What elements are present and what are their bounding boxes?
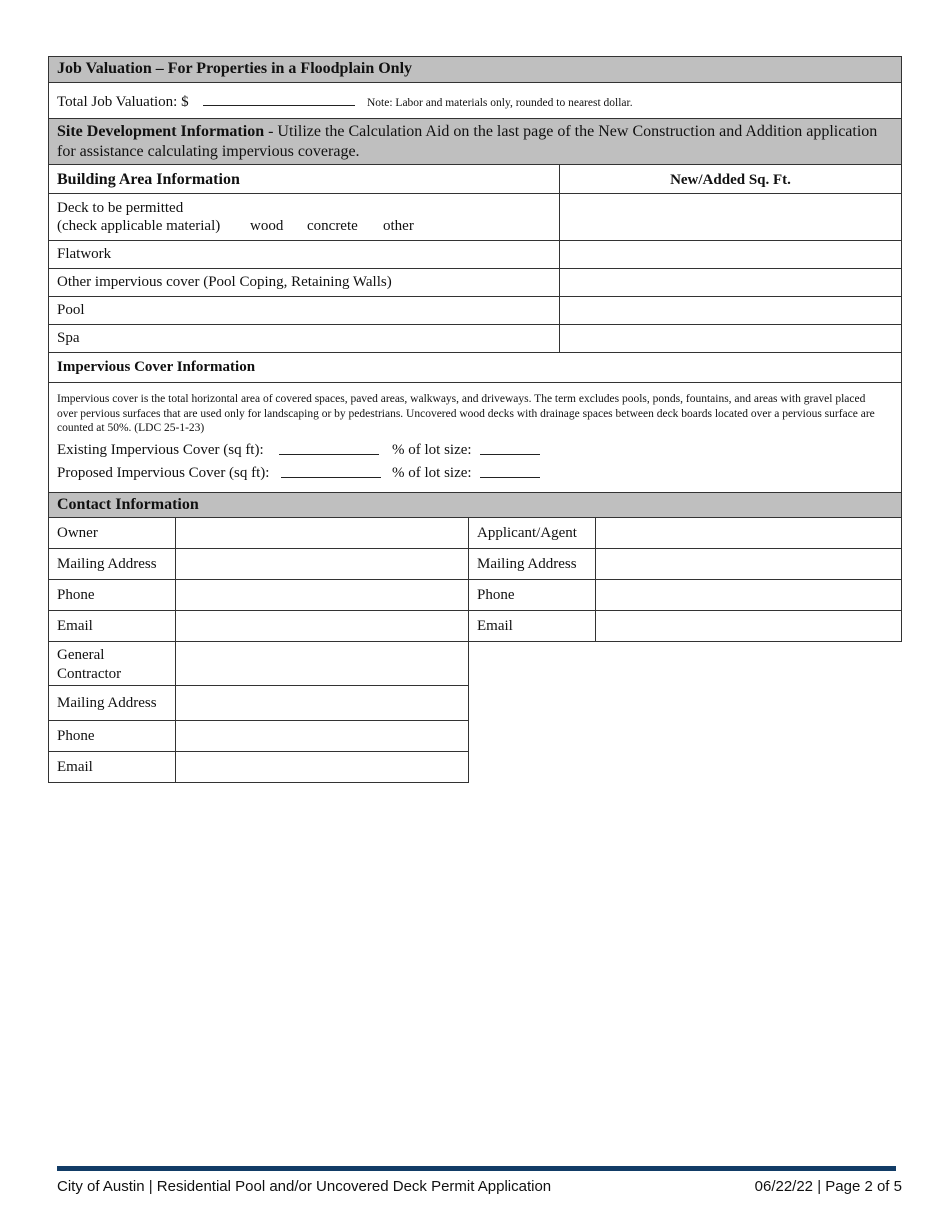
contact-info-header [48, 492, 902, 518]
material-option-other[interactable]: other [383, 218, 414, 234]
existing-percent-label: % of lot size: [392, 442, 472, 458]
applicant-mailing-field[interactable] [595, 548, 902, 580]
total-job-valuation-label: Total Job Valuation: $ [57, 94, 189, 110]
applicant-email-field[interactable] [595, 610, 902, 642]
existing-impervious-field[interactable] [279, 442, 379, 455]
site-development-header [48, 118, 902, 165]
total-job-valuation-field[interactable] [203, 93, 355, 106]
owner-email-label-cell [48, 610, 176, 642]
pool-sqft-field[interactable] [559, 296, 902, 325]
building-area-header [48, 164, 560, 194]
footer-title: City of Austin | Residential Pool and/or Uncovered Deck Permit Application [57, 1178, 552, 1195]
existing-percent-field[interactable] [480, 442, 540, 455]
applicant-email-label-cell [468, 610, 596, 642]
deck-sqft-field[interactable] [559, 193, 902, 241]
owner-field[interactable] [175, 517, 469, 549]
gc-phone-field[interactable] [175, 720, 469, 752]
proposed-percent-label: % of lot size: [392, 465, 472, 481]
owner-mailing-label: Mailing Address [57, 556, 157, 572]
other-impervious-label: Other impervious cover (Pool Coping, Retaining Walls) [57, 274, 392, 290]
spa-sqft-field[interactable] [559, 324, 902, 353]
applicant-mailing-label-cell [468, 548, 596, 580]
impervious-cover-body [48, 382, 902, 493]
pool-row [48, 296, 560, 325]
owner-email-field[interactable] [175, 610, 469, 642]
flatwork-row [48, 240, 560, 269]
sqft-column-header [559, 164, 902, 194]
proposed-percent-field[interactable] [480, 465, 540, 478]
flatwork-sqft-field[interactable] [559, 240, 902, 269]
footer-page-info: 06/22/22 | Page 2 of 5 [754, 1178, 902, 1195]
proposed-impervious-label: Proposed Impervious Cover (sq ft): [57, 465, 270, 481]
gc-phone-label-cell [48, 720, 176, 752]
owner-mailing-label-cell [48, 548, 176, 580]
contact-info-heading: Contact Information [57, 496, 199, 513]
applicant-mailing-label: Mailing Address [477, 556, 577, 572]
owner-phone-label: Phone [57, 587, 95, 603]
applicant-phone-label: Phone [477, 587, 515, 603]
deck-row [48, 193, 560, 241]
gc-label: General Contractor [57, 647, 122, 682]
owner-label: Owner [57, 525, 98, 541]
gc-email-label: Email [57, 759, 93, 775]
applicant-field[interactable] [595, 517, 902, 549]
owner-mailing-field[interactable] [175, 548, 469, 580]
owner-email-label: Email [57, 618, 93, 634]
spa-label: Spa [57, 330, 80, 346]
impervious-description: Impervious cover is the total horizontal area of covered spaces, paved areas, walkways, and driveways. The term excludes pools, ponds, fountains, and areas with gravel placed over pervious surfaces that are used only for landscaping or by pedestrians. Uncovered wood decks with drainage spaces between deck boards located over a pervious surface are counted at 50%. (LDC 25-1-23) [57, 393, 875, 434]
gc-email-field[interactable] [175, 751, 469, 783]
owner-phone-field[interactable] [175, 579, 469, 611]
proposed-impervious-field[interactable] [281, 465, 381, 478]
gc-label-cell [48, 641, 176, 686]
impervious-cover-heading: Impervious Cover Information [57, 359, 256, 375]
material-option-wood[interactable]: wood [250, 218, 284, 234]
job-valuation-heading: Job Valuation – For Properties in a Floodplain Only [57, 60, 413, 77]
other-impervious-row [48, 268, 560, 297]
building-area-heading: Building Area Information [57, 171, 240, 188]
gc-mailing-label: Mailing Address [57, 695, 157, 711]
pool-label: Pool [57, 302, 85, 318]
owner-phone-label-cell [48, 579, 176, 611]
gc-mailing-field[interactable] [175, 685, 469, 721]
sqft-column-label: New/Added Sq. Ft. [670, 172, 791, 188]
job-valuation-note: Note: Labor and materials only, rounded to nearest dollar. [367, 97, 633, 109]
site-development-description: - Utilize the Calculation Aid on the last page of the New Construction and Addition application for assistance calculating impervious coverage. [57, 123, 878, 160]
site-development-heading: Site Development Information [57, 123, 265, 140]
applicant-label-cell [468, 517, 596, 549]
existing-impervious-label: Existing Impervious Cover (sq ft): [57, 442, 264, 458]
job-valuation-header [48, 56, 902, 83]
applicant-email-label: Email [477, 618, 513, 634]
total-job-valuation-row [48, 82, 902, 119]
deck-label: Deck to be permitted [57, 200, 184, 216]
impervious-cover-header [48, 352, 902, 383]
applicant-phone-label-cell [468, 579, 596, 611]
gc-phone-label: Phone [57, 728, 95, 744]
applicant-label: Applicant/Agent [477, 525, 577, 541]
owner-label-cell [48, 517, 176, 549]
other-impervious-sqft-field[interactable] [559, 268, 902, 297]
gc-field[interactable] [175, 641, 469, 686]
applicant-phone-field[interactable] [595, 579, 902, 611]
deck-material-label: (check applicable material) [57, 218, 221, 234]
footer-rule [57, 1166, 896, 1171]
spa-row [48, 324, 560, 353]
gc-mailing-label-cell [48, 685, 176, 721]
material-option-concrete[interactable]: concrete [307, 218, 358, 234]
flatwork-label: Flatwork [57, 246, 112, 262]
gc-email-label-cell [48, 751, 176, 783]
